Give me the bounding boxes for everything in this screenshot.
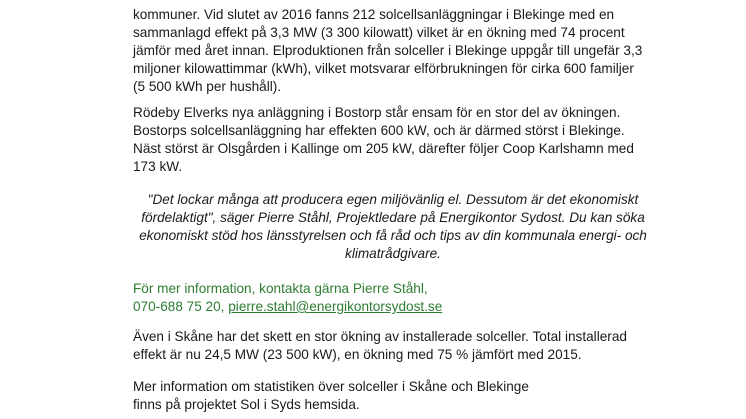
paragraph-4-line-1: Mer information om statistiken över solceller i Skåne och Blekinge (133, 379, 529, 394)
quote-line-1: "Det lockar många att producera egen miljövänlig el. Dessutom är det ekonomiskt (147, 192, 639, 207)
paragraph-1-line-1: kommuner. Vid slutet av 2016 fanns 212 solcellsanläggningar i Blekinge med en (133, 7, 615, 22)
quote-line-3: ekonomiskt stöd hos länsstyrelsen och få råd och tips av din kommunala energi- och (139, 228, 647, 243)
paragraph-2-line-1: Rödeby Elverks nya anläggning i Bostorp står ensam för en stor del av ökningen. (133, 105, 621, 120)
paragraph-3-line-1: Även i Skåne har det skett en stor ökning av installerade solceller. Total installerad (133, 329, 627, 344)
paragraph-2-line-4: 173 kW. (133, 159, 183, 174)
paragraph-2-line-2: Bostorps solcellsanläggning har effekten 600 kW, och är därmed störst i Blekinge. (133, 123, 625, 138)
quote-line-4: klimatrådgivare. (345, 246, 441, 261)
paragraph-2-line-3: Näst störst är Olsgården i Kallinge om 205 kW, därefter följer Coop Karlshamn med (133, 141, 634, 156)
paragraph-1-line-4: miljoner kilowattimmar (kWh), vilket motsvarar elförbrukningen för cirka 600 familjer (133, 61, 634, 76)
paragraph-4-line-2: finns på projektet Sol i Syds hemsida. (133, 397, 360, 412)
quote-line-2: fördelaktigt", säger Pierre Ståhl, Projektledare på Energikontor Sydost. Du kan söka (141, 210, 645, 225)
contact-phone: 070-688 75 20, (133, 299, 229, 314)
contact-email-link[interactable]: pierre.stahl@energikontorsydost.se (228, 299, 443, 314)
paragraph-1-line-5: (5 500 kWh per hushåll). (133, 79, 282, 94)
paragraph-1-line-2: sammanlagd effekt på 3,3 MW (3 300 kilowatt) vilket är en ökning med 74 procent (133, 25, 625, 40)
paragraph-1-line-3: jämför med året innan. Elproduktionen från solceller i Blekinge uppgår till ungefär 3,3 (133, 43, 643, 58)
paragraph-3-line-2: effekt är nu 24,5 MW (23 500 kW), en ökning med 75 % jämfört med 2015. (133, 347, 582, 362)
contact-intro: För mer information, kontakta gärna Pierre Ståhl, (133, 281, 428, 296)
contact-line (133, 298, 442, 316)
